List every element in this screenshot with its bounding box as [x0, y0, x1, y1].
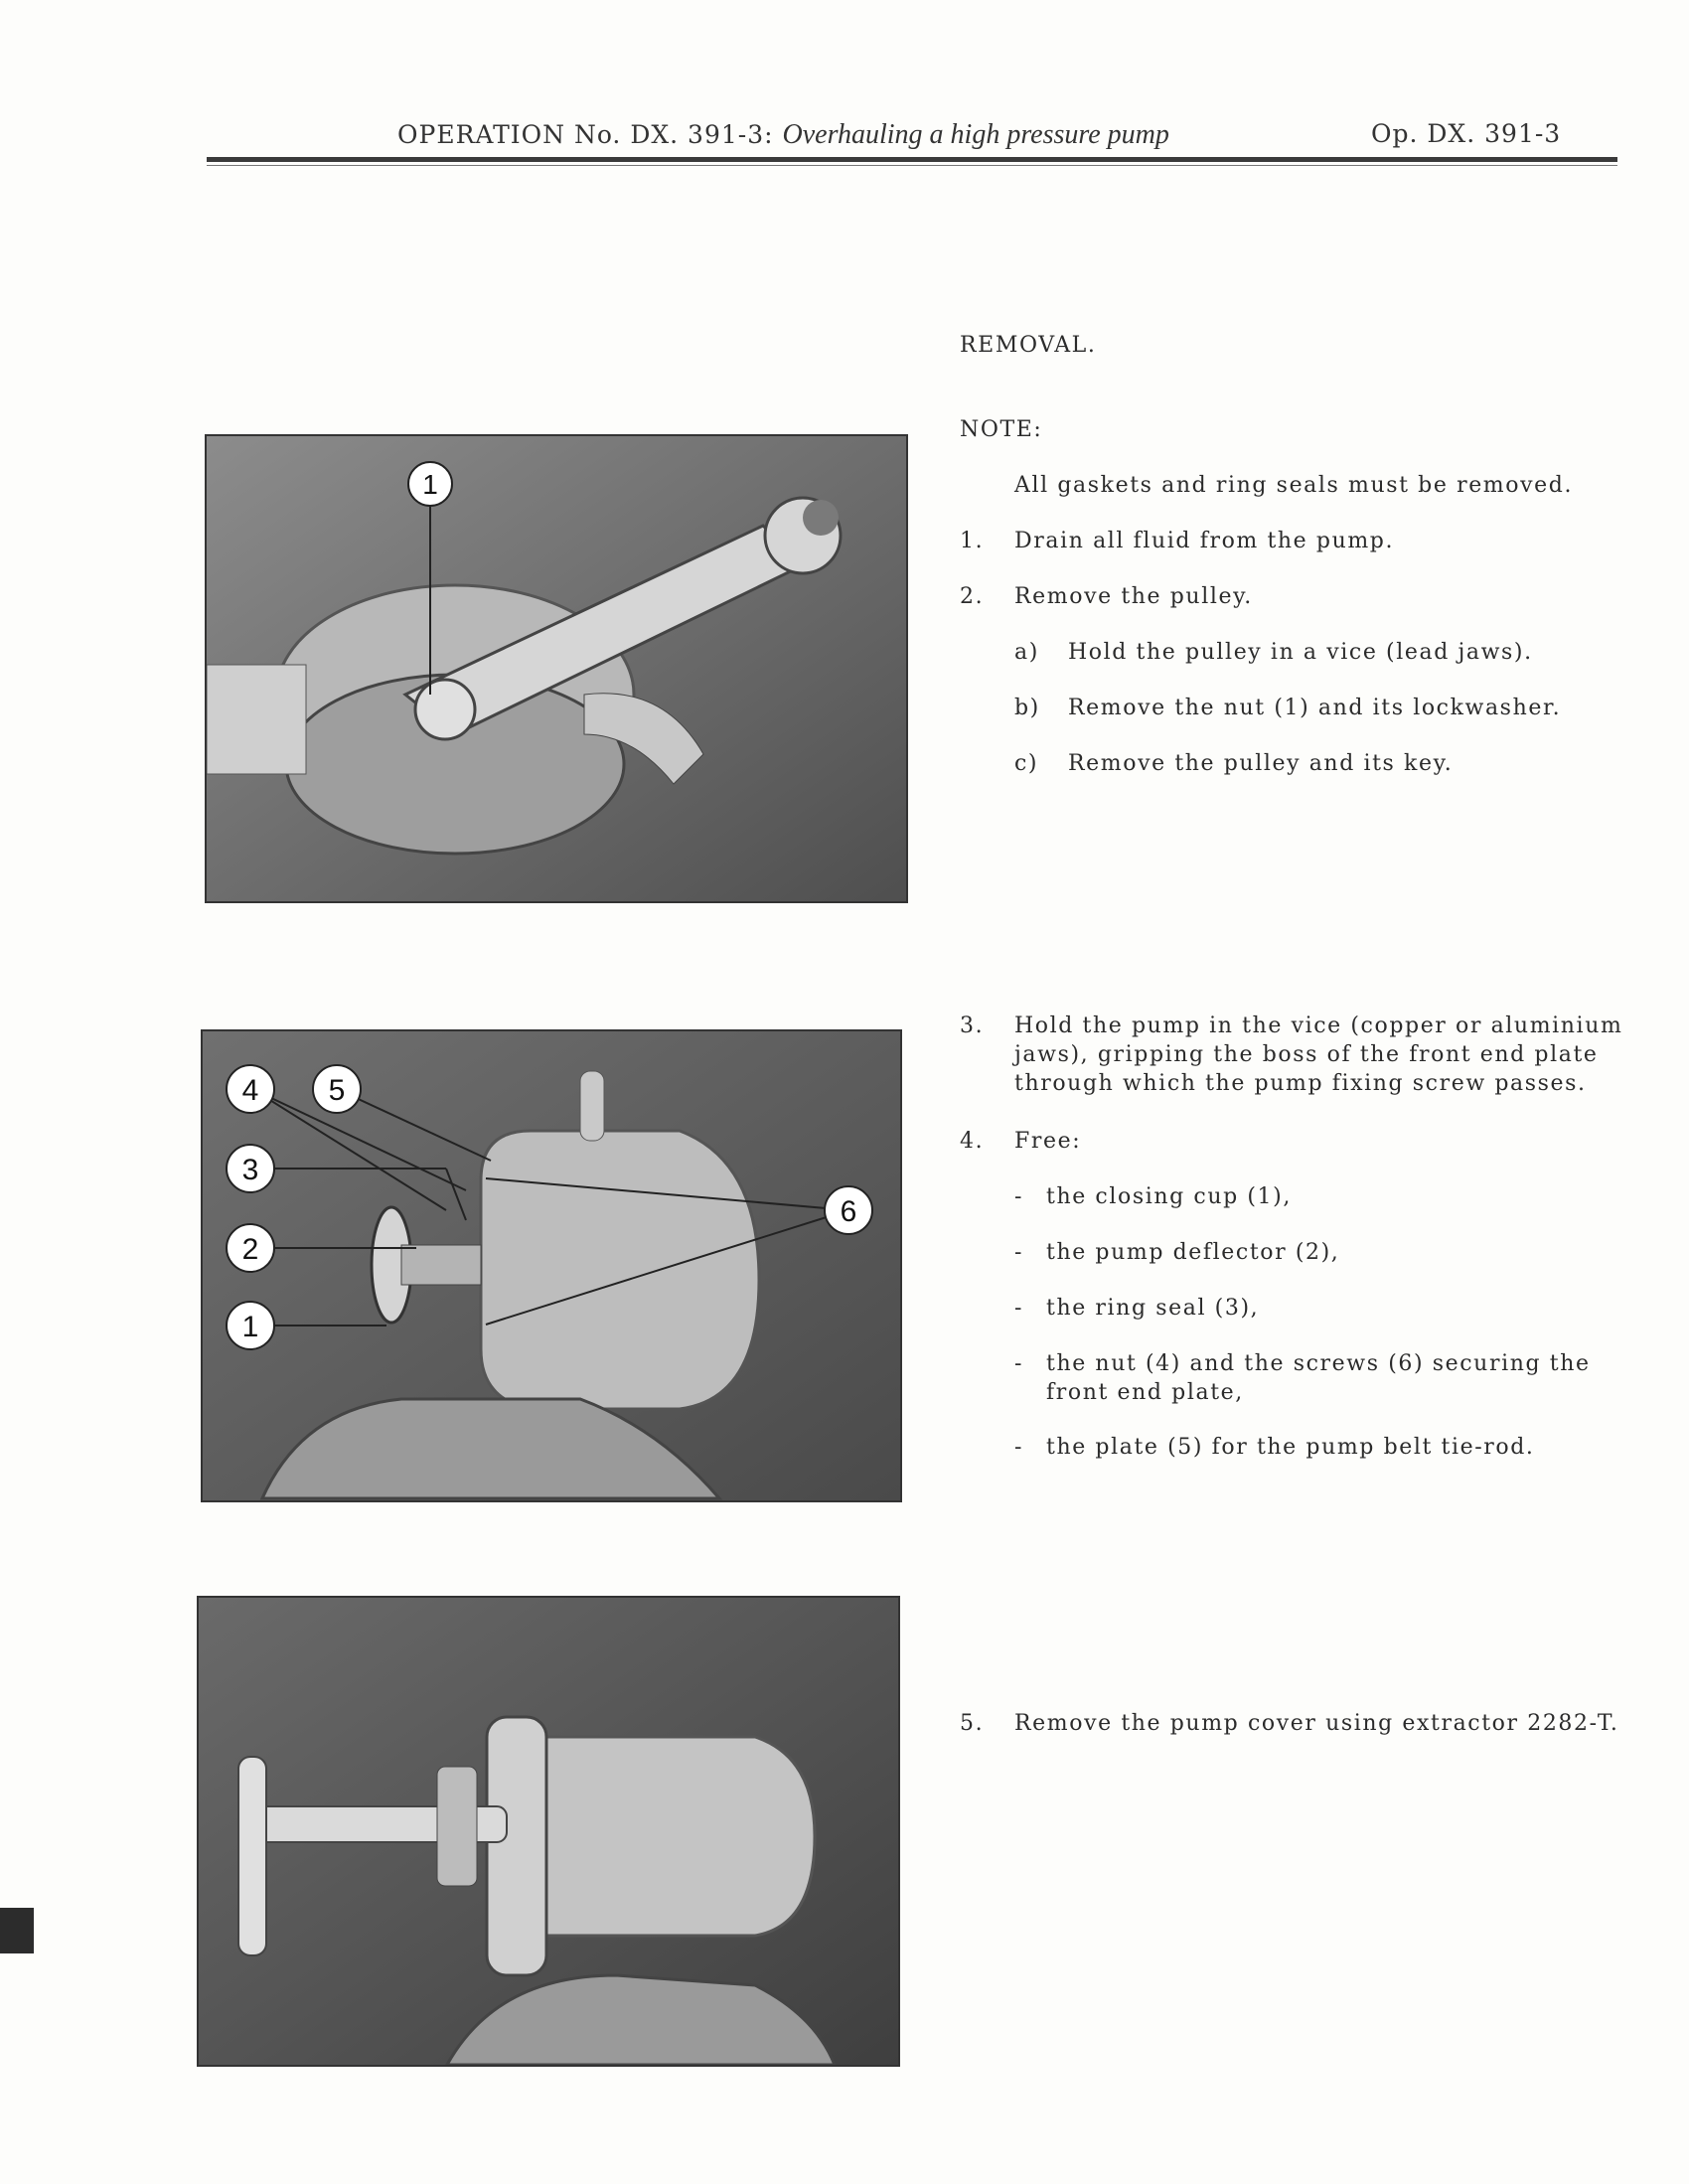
step-1-number: 1.: [960, 529, 985, 553]
operation-title: Overhauling a high pressure pump: [782, 119, 1169, 150]
substep-2a-text: Hold the pulley in a vice (lead jaws).: [1068, 640, 1533, 665]
page-header-op-ref: Op. DX. 391-3: [1371, 119, 1562, 148]
callout-4: 4: [241, 1074, 259, 1107]
callout-1: 1: [241, 1311, 259, 1343]
figure-pump-drawing: [203, 1031, 900, 1500]
bullet-4-4-line-2: front end plate,: [1046, 1380, 1244, 1405]
note-label: NOTE:: [960, 417, 1043, 442]
step-3-line-1: Hold the pump in the vice (copper or aluminium: [1014, 1014, 1623, 1038]
note-text: All gaskets and ring seals must be removed.: [1014, 473, 1574, 498]
header-rule: [207, 157, 1617, 162]
step-3-line-2: jaws), gripping the boss of the front end plate: [1014, 1042, 1599, 1067]
substep-2b-text: Remove the nut (1) and its lockwasher.: [1068, 696, 1562, 720]
bullet-4-3: -: [1014, 1296, 1024, 1321]
step-4-text: Free:: [1014, 1129, 1082, 1154]
bullet-4-1-text: the closing cup (1),: [1046, 1184, 1292, 1209]
callout-2: 2: [241, 1233, 259, 1266]
bullet-4-2: -: [1014, 1240, 1024, 1265]
step-5-number: 5.: [960, 1711, 985, 1736]
bullet-4-2-text: the pump deflector (2),: [1046, 1240, 1340, 1265]
header-rule-thin: [207, 165, 1617, 166]
substep-2c-letter: c): [1014, 751, 1039, 776]
page-header-operation: [397, 119, 1169, 151]
figure-pulley-drawing: [207, 436, 906, 901]
figure-pump-front-plate: [201, 1029, 902, 1502]
figure-extractor-drawing: [199, 1598, 898, 2065]
step-3-line-3: through which the pump fixing screw passes.: [1014, 1071, 1587, 1096]
operation-number: OPERATION No. DX. 391-3:: [397, 120, 774, 149]
callout-1: 1: [422, 469, 438, 500]
step-5-text: Remove the pump cover using extractor 2282-T.: [1014, 1711, 1619, 1736]
substep-2c-text: Remove the pulley and its key.: [1068, 751, 1454, 776]
step-1-text: Drain all fluid from the pump.: [1014, 529, 1395, 553]
step-3-number: 3.: [960, 1014, 985, 1038]
bullet-4-5-text: the plate (5) for the pump belt tie-rod.: [1046, 1435, 1535, 1460]
step-2-text: Remove the pulley.: [1014, 584, 1253, 609]
bullet-4-5: -: [1014, 1435, 1024, 1460]
bullet-4-4-line-1: the nut (4) and the screws (6) securing the: [1046, 1351, 1591, 1376]
substep-2a-letter: a): [1014, 640, 1039, 665]
scan-margin-mark: [0, 1908, 34, 1953]
step-4-number: 4.: [960, 1129, 985, 1154]
bullet-4-1: -: [1014, 1184, 1024, 1209]
callout-6: 6: [840, 1195, 857, 1228]
step-2-number: 2.: [960, 584, 985, 609]
section-heading: REMOVAL.: [960, 333, 1097, 358]
callout-5: 5: [328, 1074, 346, 1107]
callout-3: 3: [241, 1154, 259, 1186]
figure-pulley-removal: [205, 434, 908, 903]
substep-2b-letter: b): [1014, 696, 1040, 720]
figure-cover-extractor: [197, 1596, 900, 2067]
bullet-4-3-text: the ring seal (3),: [1046, 1296, 1260, 1321]
bullet-4-4: -: [1014, 1351, 1024, 1376]
